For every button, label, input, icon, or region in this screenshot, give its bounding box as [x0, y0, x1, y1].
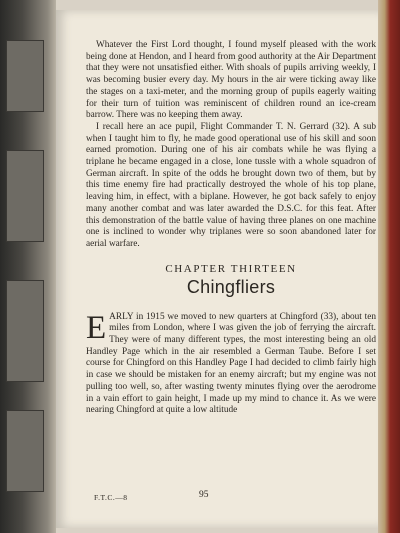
signature-mark: F.T.C.—8 — [94, 493, 128, 502]
page-footer — [86, 490, 376, 504]
photo-plate — [6, 150, 44, 242]
photo-plate — [6, 280, 44, 382]
chapter-number: CHAPTER THIRTEEN — [165, 262, 297, 275]
chapter-text: ARLY in 1915 we moved to new quarters at Chingford (33), about ten miles from London, where I was given the job of ferrying the aircraft. They were of many different types, the most interesting being an old Handley Page which in the air resembled a German Taube. Before I set course for Chingford on this Handley Page I had decided to climb fairly high in case we should be mistaken for an enemy aircraft; but my engine was not pulling too well, so, after wasting twenty minutes flying over the aerodrome in a vain effort to gain height, I made up my mind to chance it. As we were nearing Chingford at quite a low altitude — [86, 311, 376, 416]
book-cover-edge — [378, 0, 400, 533]
adjacent-page-photo — [0, 0, 56, 533]
paragraph: I recall here an ace pupil, Flight Commander T. N. Gerrard (32). A sub when I taught him to fly, he made good operational use of his skill and soon earned promotion. During one of his air combats while he was flying a triplane he became engaged in a close, lone tussle with a whole squadron of German aircraft. In spite of the odds he brought down two of them, but by this time enemy fire had practically destroyed the whole of his top plane, leaving him, in effect, with a biplane. However, he got back safely to enjoy many another combat and was later awarded the D.S.C. for this feat. After this demonstration of the battle value of having three planes on one machine one is inclined to wonder why triplanes were so soon abandoned later for aerial warfare. — [86, 121, 376, 249]
page-number: 95 — [199, 490, 209, 500]
drop-cap: E — [86, 309, 107, 346]
photo-plate — [6, 40, 44, 112]
page-text — [86, 40, 376, 417]
chapter-title: Chingfliers — [186, 276, 276, 297]
chapter-opening-paragraph — [86, 309, 376, 417]
book-page — [56, 10, 380, 528]
photo-plate — [6, 410, 44, 492]
paragraph: Whatever the First Lord thought, I found myself pleased with the work being done at Hendon, and I heard from good authority at the Air Department that they were not unsatisfied either. With shoals of pupils arriving weekly, I was becoming busier every day. My hours in the air were ticking away like the stages on a taxi-meter, and the morning group of pupils eagerly waiting for their turn of tuition was reminiscent of children round an ice-cream barrow. There was no keeping them away. — [86, 40, 376, 121]
